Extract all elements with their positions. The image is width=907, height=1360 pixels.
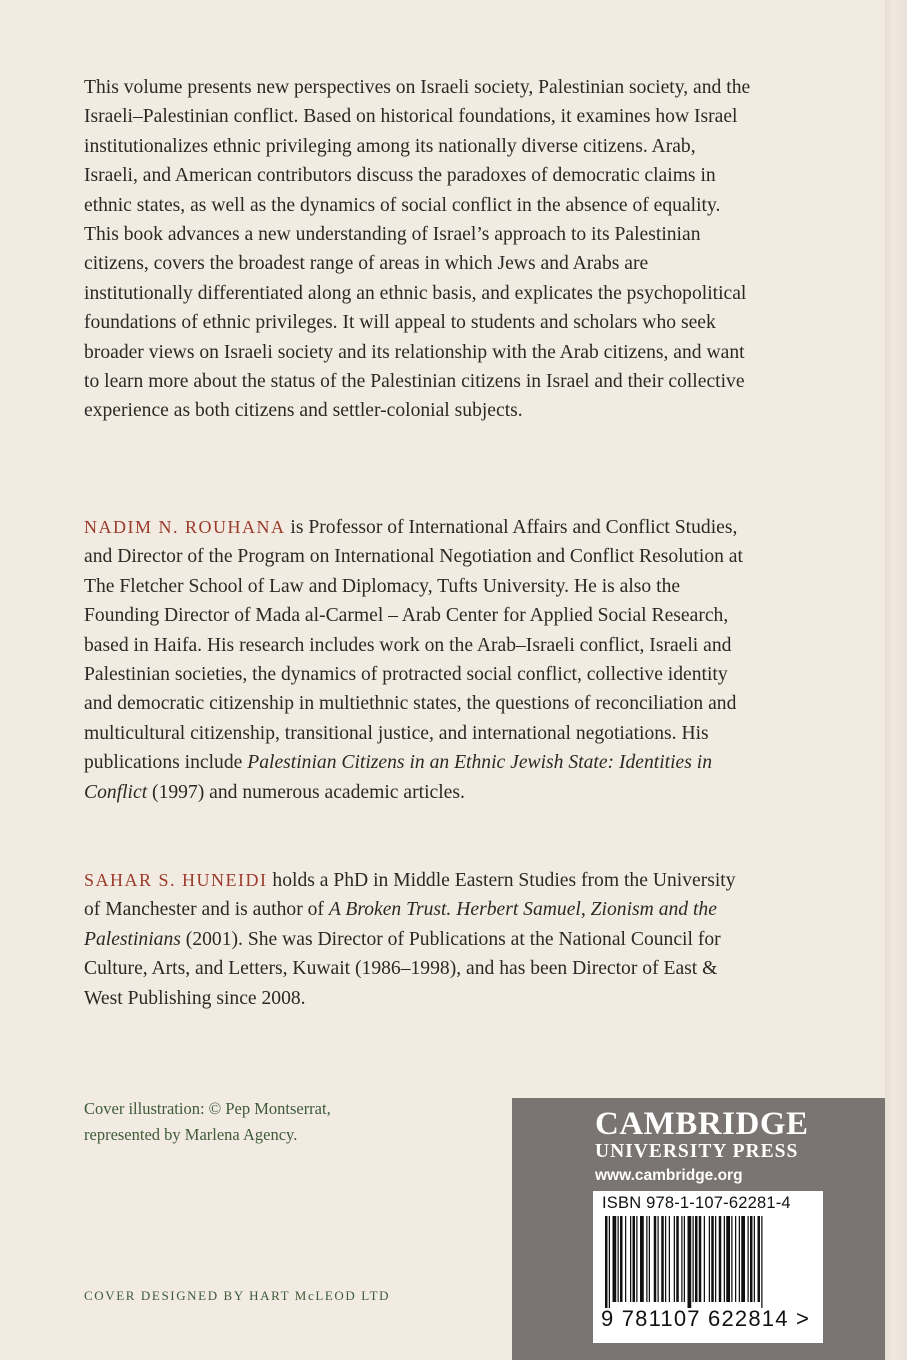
book-title: A Broken Trust. Herbert Samuel, Zionism and the Palestinians — [84, 899, 717, 950]
author-bio-rouhana — [84, 513, 754, 807]
author-name: NADIM N. ROUHANA — [84, 517, 286, 537]
barcode-bar — [754, 1216, 755, 1302]
barcode-bar — [625, 1216, 626, 1302]
isbn-label: ISBN 978-1-107-62281-4 — [602, 1194, 791, 1212]
description-text: This volume presents new perspectives on Israeli society, Palestinian society, and the Israeli–Palestinian conflict. Based on historical foundations, it examines how Israel institutionalizes ethnic privileging among its nationally diverse citizens. Arab, Israeli, and American contributors discuss the paradoxes of democratic claims in ethnic states, as well as the dynamics of social conflict in the absence of equality. This book advances a new understanding of Israel’s approach to its Palestinian citizens, covers the broadest range of areas in which Jews and Arabs are institutionally differentiated along an ethnic basis, and explicates the psychopolitical foundations of ethnic privileges. It will appeal to students and scholars who seek broader views on Israeli society and its relationship with the Arab citizens, and want to learn more about the status of the Palestinian citizens in Israel and their collective experience as both citizens and settler-colonial subjects. — [84, 77, 751, 422]
barcode-bar — [618, 1216, 619, 1302]
isbn-barcode — [593, 1191, 823, 1343]
publisher-name: CAMBRIDGE — [595, 1106, 809, 1142]
barcode-bar — [699, 1216, 702, 1302]
barcode-bar — [735, 1216, 736, 1302]
barcode-bar — [605, 1216, 608, 1308]
book-title: Palestinian Citizens in an Ethnic Jewish State: Identities in Conflict — [84, 752, 712, 803]
barcode-bar — [669, 1216, 670, 1302]
barcode-digits: 9 781107 622814 > — [601, 1306, 811, 1331]
barcode-bar — [724, 1216, 725, 1302]
barcode-bar — [654, 1216, 657, 1302]
bio-intro-text: holds a PhD in Middle Eastern Studies from the University of Manchester and is author of — [84, 870, 736, 921]
barcode-bar — [731, 1216, 732, 1302]
barcode-bar — [711, 1216, 714, 1302]
barcode-bar — [695, 1216, 698, 1302]
barcode-bar — [704, 1216, 705, 1302]
author-name: SAHAR S. HUNEIDI — [84, 870, 268, 890]
barcode-bar — [681, 1216, 682, 1302]
barcode-bar — [613, 1216, 617, 1302]
barcode-bar — [715, 1216, 716, 1302]
barcode-bar — [719, 1216, 722, 1302]
barcode-bar — [693, 1216, 694, 1302]
designer-credit: COVER DESIGNED BY HART McLEOD LTD — [84, 1288, 391, 1303]
author-bio-paragraph — [84, 513, 754, 807]
barcode-bar — [761, 1216, 762, 1308]
barcode-bar — [748, 1216, 749, 1302]
bio-end-text: (2001). She was Director of Publications at the National Council for Culture, Arts, and Letters, Kuwait (1986–1998), and has been Director of East & West Publishing since 2008. — [84, 928, 721, 1009]
barcode-bar — [640, 1216, 644, 1302]
illustration-credit — [84, 1096, 444, 1148]
barcode-bar — [758, 1216, 761, 1302]
barcode-bar — [620, 1216, 623, 1302]
barcode-bar — [676, 1216, 679, 1302]
barcode-bar — [739, 1216, 740, 1302]
illustration-credit-line: represented by Marlena Agency. — [84, 1125, 298, 1144]
barcode-bar — [726, 1216, 730, 1302]
barcode-bar — [674, 1216, 675, 1302]
barcode-bar — [636, 1216, 637, 1302]
barcode-bar — [661, 1216, 664, 1302]
barcode-bar — [709, 1216, 710, 1302]
bio-end-text: (1997) and numerous academic articles. — [147, 781, 465, 803]
barcode-bar — [750, 1216, 753, 1302]
bio-intro-text: is Professor of International Affairs and Conflict Studies, and Director of the Program on International Negotiation and Conflict Resolution at The Fletcher School of Law and Diplomacy, Tufts University. He is also the Founding Director of Mada al-Carmel – Arab Center for Applied Social Research, based in Haifa. His research includes work on the Arab–Israeli conflict, Israeli and Palestinian societies, the dynamics of protracted social conflict, collective identity and democratic citizenship in multiethnic states, the questions of reconciliation and multicultural citizenship, transitional justice, and international negotiations. His publications include — [84, 517, 743, 774]
barcode-bar — [609, 1216, 610, 1308]
barcode-bar — [633, 1216, 636, 1302]
author-bio-huneidi — [84, 866, 754, 1013]
publisher-press: UNIVERSITY PRESS — [595, 1141, 799, 1162]
book-description — [84, 73, 754, 426]
barcode-bar — [646, 1216, 647, 1302]
barcode-bar — [688, 1216, 692, 1308]
barcode-bar — [665, 1216, 666, 1302]
book-edge-shadow — [885, 0, 907, 1360]
barcode-bar — [658, 1216, 659, 1302]
barcode-bar — [741, 1216, 745, 1302]
author-bio-paragraph — [84, 866, 754, 1013]
barcode-bar — [630, 1216, 631, 1302]
publisher-panel — [512, 1098, 885, 1360]
barcode-bar — [649, 1216, 650, 1302]
illustration-credit-line: Cover illustration: © Pep Montserrat, — [84, 1099, 331, 1118]
publisher-url: www.cambridge.org — [595, 1167, 743, 1184]
barcode-bar — [684, 1216, 685, 1302]
barcode-bars — [603, 1216, 813, 1308]
